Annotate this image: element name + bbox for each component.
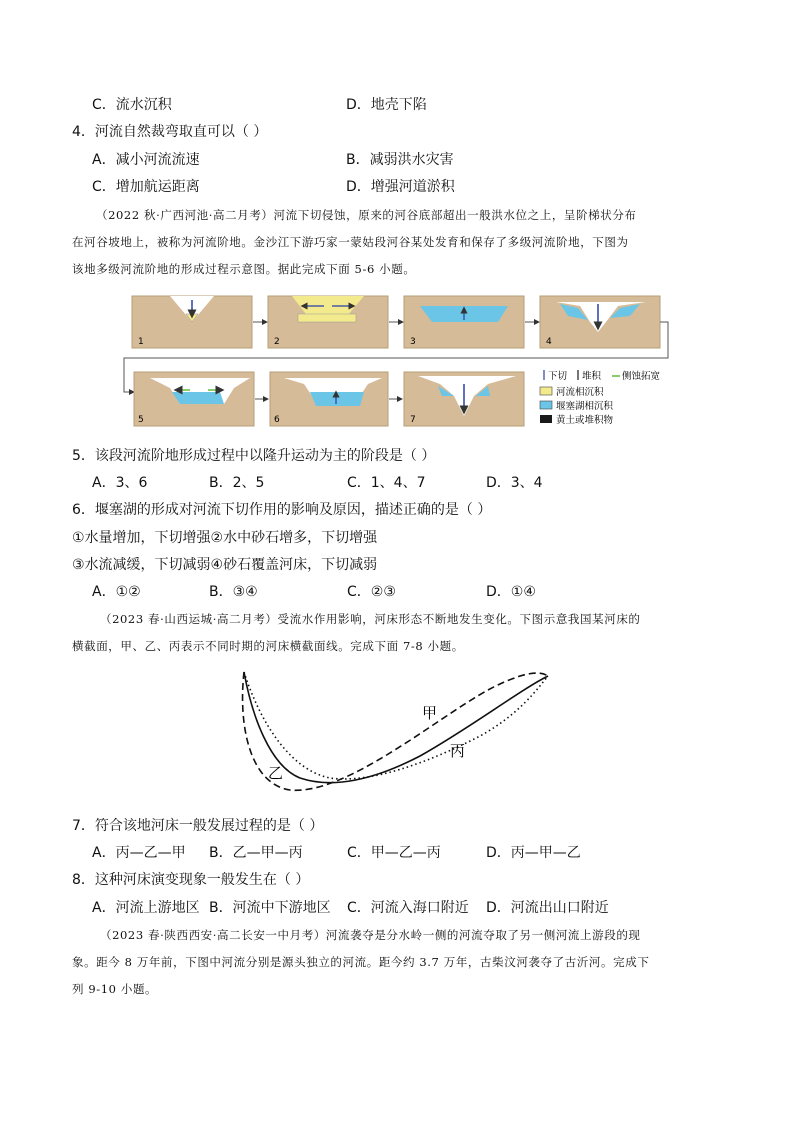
legend-lake: 堰塞湖相沉积	[556, 401, 614, 412]
riverbed-cross-section-figure	[230, 666, 560, 806]
q6-option-b: B．③④	[209, 584, 258, 600]
q4-option-c: C．增加航运距离	[92, 179, 200, 195]
intro910-line2: 象。距今 8 万年前，下图中河流分别是源头独立的河流。距今约 3.7 万年，古柴汶河袭夺了古沂河。完成下	[72, 955, 650, 969]
q7-option-a: A．丙—乙—甲	[92, 845, 186, 861]
intro910-line1: （2023 春·陕西西安·高二长安一中月考）河流袭夺是分水岭一侧的河流夺取了另一侧河流上游段的现	[100, 928, 641, 942]
intro910-line3: 列 9-10 小题。	[72, 982, 158, 996]
panel-1	[132, 296, 252, 348]
panel-3	[404, 296, 524, 348]
lake-swatch	[540, 401, 552, 409]
legend-fluvial: 河流相沉积	[556, 387, 604, 398]
legend-loess: 黄土或堆积物	[556, 415, 614, 426]
q5-option-b: B．2、5	[209, 475, 265, 491]
curve-jia	[243, 672, 548, 790]
intro78-line2: 横截面，甲、乙、丙表示不同时期的河床横截面线。完成下面 7-8 小题。	[72, 639, 464, 653]
q8-option-b: B．河流中下游地区	[209, 900, 331, 916]
q6-option-a: A．①②	[92, 584, 141, 600]
panel-5	[134, 372, 254, 426]
q4-option-a: A．减小河流流速	[92, 152, 200, 168]
q6-stem: 6．堰塞湖的形成对河流下切作用的影响及原因，描述正确的是（ ）	[72, 502, 492, 518]
q7-option-b: B．乙—甲—丙	[209, 845, 303, 861]
panel-4-label: 4	[546, 337, 552, 347]
q4-option-b: B．减弱洪水灾害	[346, 152, 454, 168]
q6-statement-1: ①水量增加，下切增强②水中砂石增多，下切增强	[72, 530, 378, 546]
figure1-legend	[540, 370, 661, 426]
legend-lateral: 侧蚀拓宽	[622, 371, 661, 382]
q7-option-d: D．丙—甲—乙	[486, 845, 581, 861]
legend-deposition: 堆积	[582, 371, 602, 382]
q7-stem: 7．符合该地河床一般发展过程的是（ ）	[72, 818, 324, 834]
panel-2-label: 2	[274, 337, 280, 347]
curve-bing	[244, 672, 548, 779]
intro56-line3: 该地多级河流阶地的形成过程示意图。据此完成下面 5-6 小题。	[72, 262, 416, 276]
panel-7-label: 7	[410, 415, 416, 425]
panel-6-label: 6	[274, 415, 280, 425]
intro56-line1: （2022 秋·广西河池·高二月考）河流下切侵蚀，原来的河谷底部超出一般洪水位之上，呈阶梯状分布	[96, 208, 637, 222]
q8-option-c: C．河流入海口附近	[347, 900, 469, 916]
q5-stem: 5．该段河流阶地形成过程中以隆升运动为主的阶段是（ ）	[72, 448, 436, 464]
loess-swatch	[540, 415, 552, 423]
panel-1-label: 1	[138, 337, 144, 347]
q8-option-d: D．河流出山口附近	[486, 900, 609, 916]
fluvial-swatch	[540, 387, 552, 395]
curve-yi	[244, 672, 548, 783]
panel-4	[540, 296, 660, 348]
q5-option-d: D．3、4	[486, 475, 543, 491]
intro56-line2: 在河谷坡地上，被称为河流阶地。金沙江下游巧家一蒙姑段河谷某处发育和保存了多级河流阶地，下图为	[72, 235, 629, 249]
label-bing: 丙	[450, 742, 466, 760]
q5-option-a: A．3、6	[92, 475, 148, 491]
panel-6	[270, 372, 388, 426]
q6-statement-2: ③水流减缓，下切减弱④砂石覆盖河床，下切减弱	[72, 557, 378, 573]
panel-7	[404, 372, 524, 426]
terrace-formation-figure	[120, 292, 680, 440]
intro78-line1: （2023 春·山西运城·高二月考）受流水作用影响，河床形态不断地发生变化。下图示意我国某河床的	[100, 612, 641, 626]
panel-2	[268, 296, 388, 348]
q6-option-c: C．②③	[347, 584, 396, 600]
q6-option-d: D．①④	[486, 584, 536, 600]
label-yi: 乙	[268, 764, 284, 782]
q5-option-c: C．1、4、7	[347, 475, 426, 491]
label-jia: 甲	[422, 704, 438, 722]
panel-5-label: 5	[138, 415, 144, 425]
q8-stem: 8．这种河床演变现象一般发生在（ ）	[72, 872, 310, 888]
legend-downcut: 下切	[548, 371, 568, 382]
q8-option-a: A．河流上游地区	[92, 900, 200, 916]
q4-option-d: D．增强河道淤积	[346, 179, 455, 195]
q4-stem: 4．河流自然裁弯取直可以（ ）	[72, 124, 268, 140]
q3-option-d: D．地壳下陷	[346, 97, 427, 113]
q3-option-c: C．流水沉积	[92, 97, 172, 113]
panel-3-label: 3	[410, 337, 416, 347]
q7-option-c: C．甲—乙—丙	[347, 845, 441, 861]
